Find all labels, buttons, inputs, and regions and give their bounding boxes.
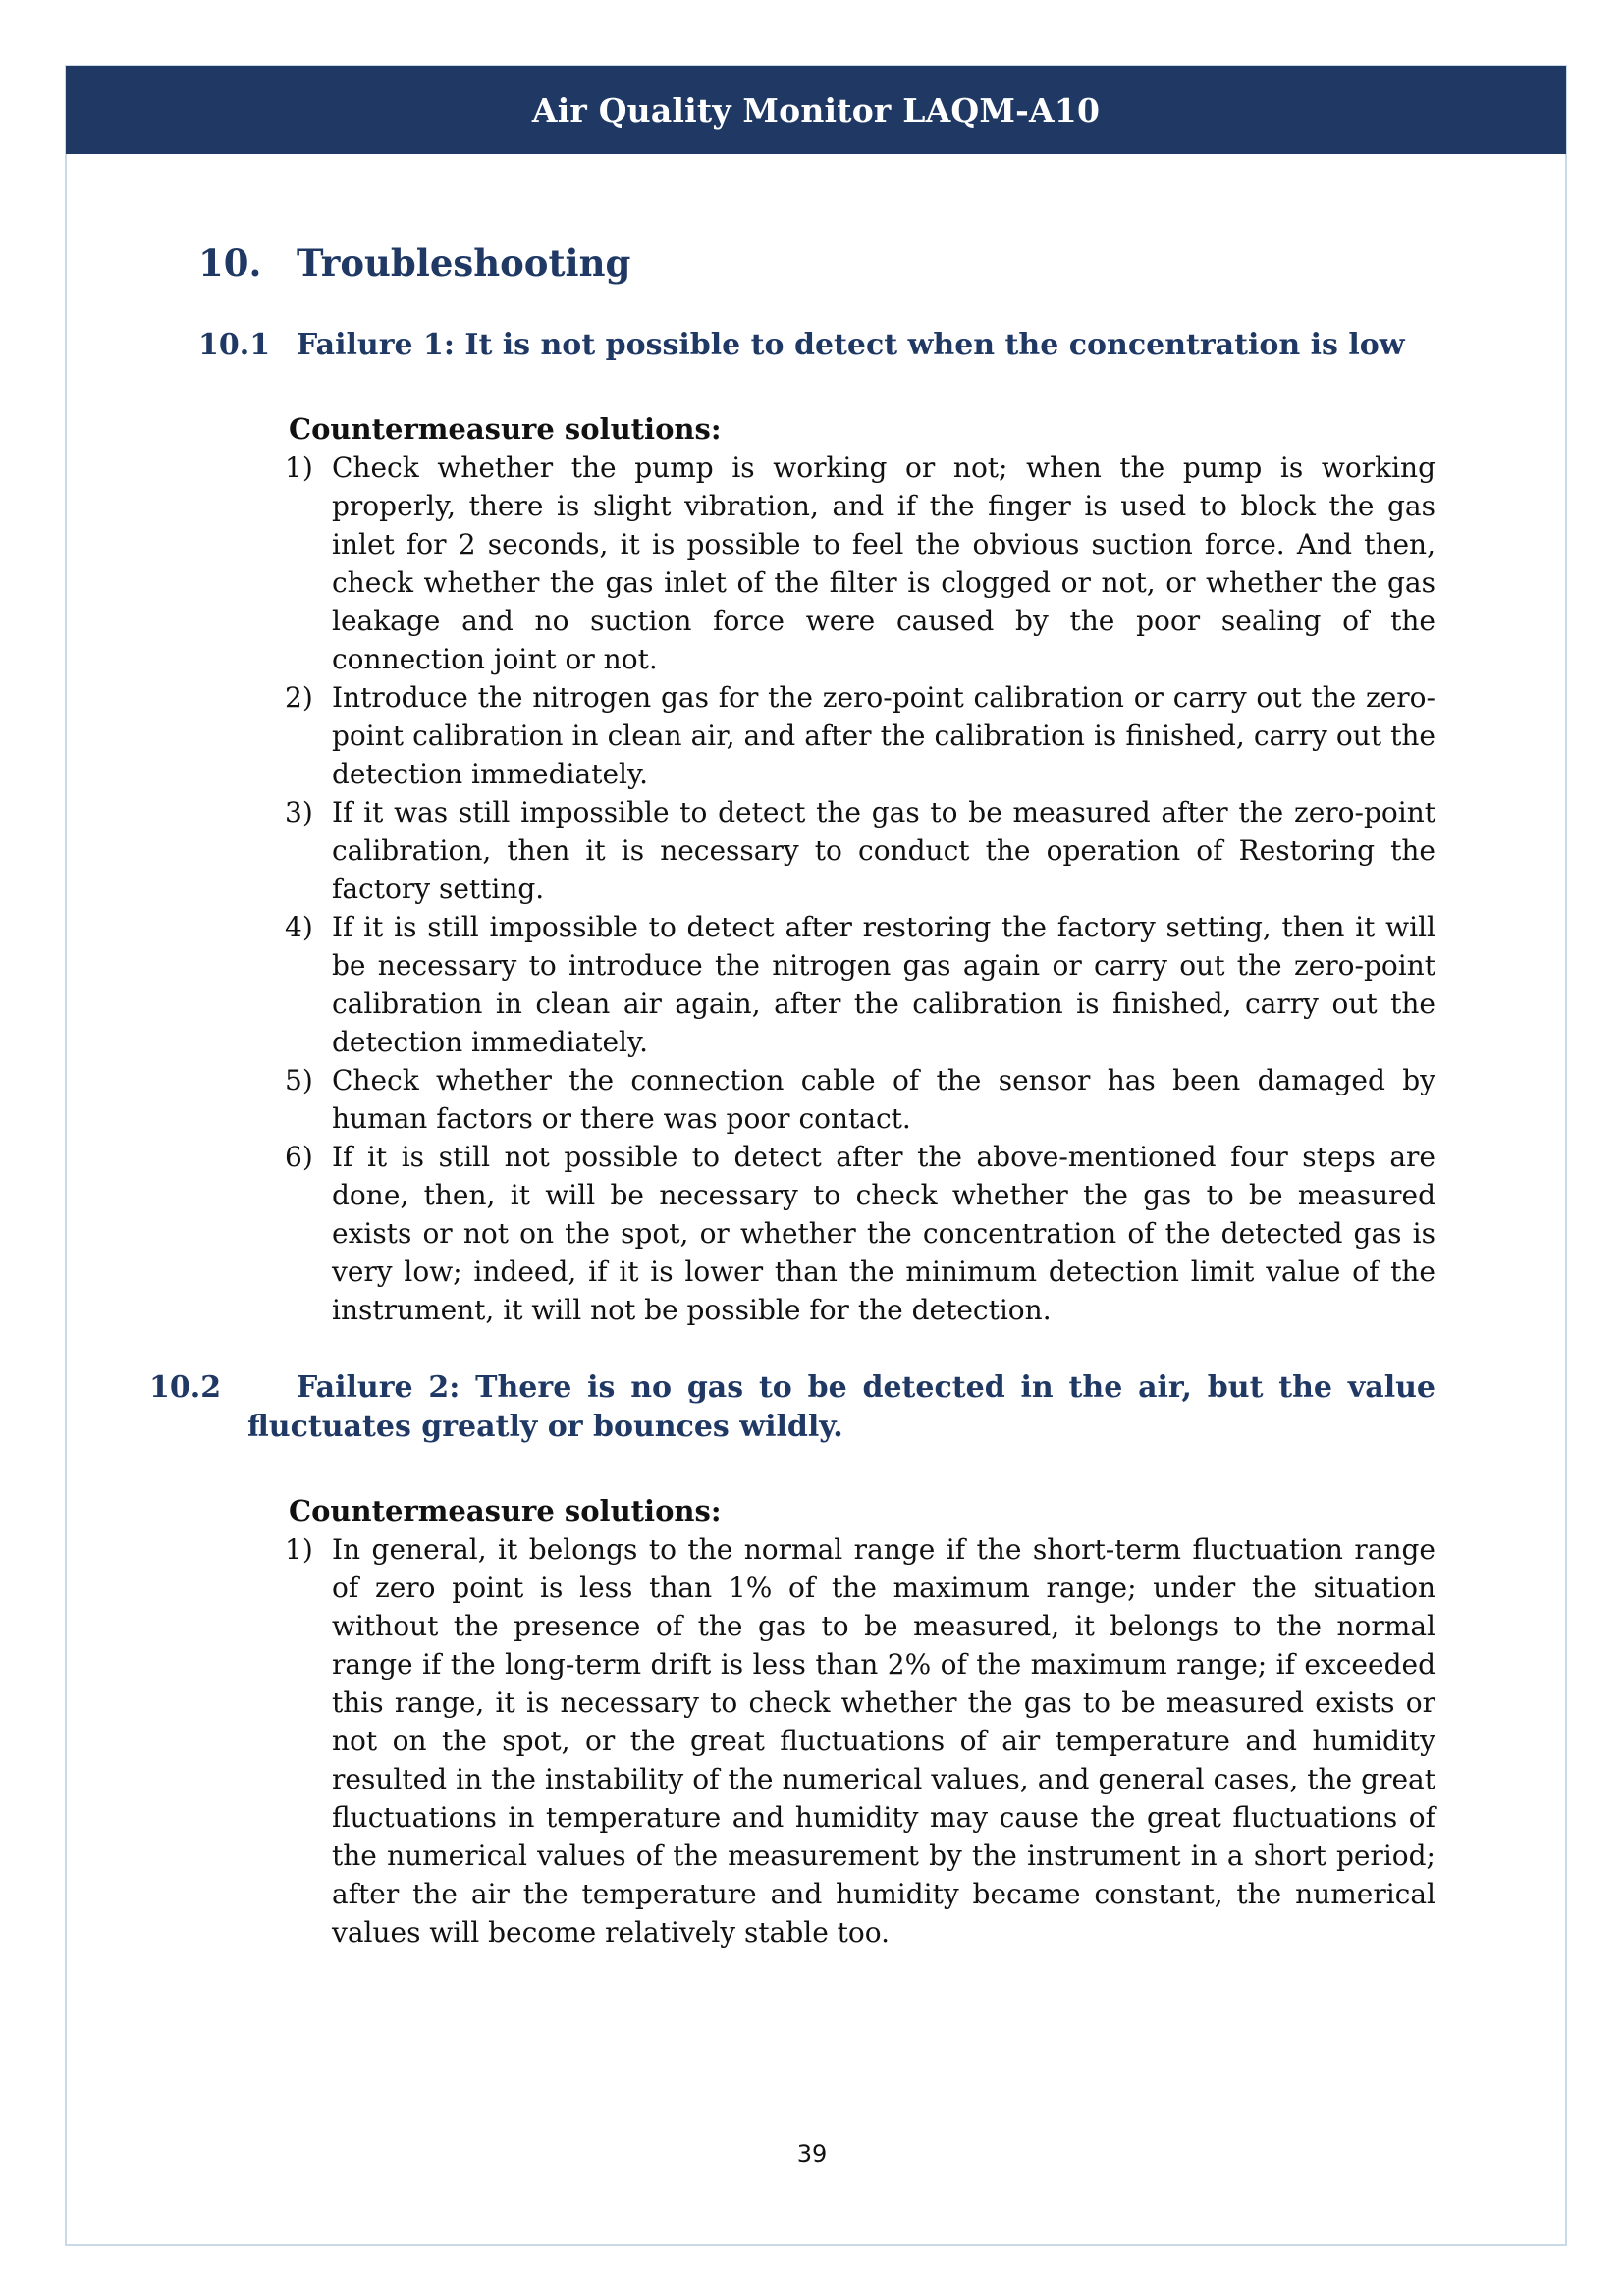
list-item bbox=[285, 908, 1435, 1061]
list-item-text: Introduce the nitrogen gas for the zero-point calibration or carry out the zero-point calibration in clean air, and after the calibration is finished, carry out the detection immediately. bbox=[332, 681, 1435, 790]
list-item bbox=[285, 1061, 1435, 1138]
list-item-text: If it was still impossible to detect the gas to be measured after the zero-point calibration, then it is necessary to conduct the operation of Restoring the factory setting. bbox=[332, 796, 1435, 905]
list-marker: 1) bbox=[285, 1533, 313, 1566]
list-item bbox=[285, 449, 1435, 678]
page-number: 39 bbox=[796, 2140, 828, 2167]
list-marker: 3) bbox=[285, 796, 313, 828]
failure-1-solutions-heading: Countermeasure solutions: bbox=[289, 412, 722, 446]
section-number: 10. bbox=[198, 241, 262, 285]
failure-2-title: Failure 2: There is no gas to be detected in the air, but the value fluctuates greatly or bounces wildly. bbox=[247, 1370, 1435, 1444]
list-item-text: If it is still impossible to detect after restoring the factory setting, then it will be necessary to introduce the nitrogen gas again or carry out the zero-point calibration in clean air again, after the calibration is finished, carry out the detection immediately. bbox=[332, 911, 1435, 1058]
section-title: Troubleshooting bbox=[297, 241, 631, 285]
list-item bbox=[285, 793, 1435, 908]
list-marker: 5) bbox=[285, 1064, 313, 1096]
failure-1-solutions-list bbox=[198, 449, 1435, 1329]
document-header bbox=[66, 66, 1566, 154]
list-item bbox=[285, 1530, 1435, 1951]
list-item-text: If it is still not possible to detect after the above-mentioned four steps are done, then, it will be necessary to check whether the gas to be measured exists or not on the spot, or whether the concentration of the detected gas is very low; indeed, if it is lower than the minimum detection limit value of the instrument, it will not be possible for the detection. bbox=[332, 1141, 1435, 1326]
list-item-text: In general, it belongs to the normal range if the short-term fluctuation range of zero point is less than 1% of the maximum range; under the situation without the presence of the gas to be measured, it belongs to the normal range if the long-term drift is less than 2% of the maximum range; if exceeded this range, it is necessary to check whether the gas to be measured exists or not on the spot, or the great fluctuations of air temperature and humidity resulted in the instability of the numerical values, and general cases, the great fluctuations in temperature and humidity may cause the great fluctuations of the numerical values of the measurement by the instrument in a short period; after the air the temperature and humidity became constant, the numerical values will become relatively stable too. bbox=[332, 1533, 1435, 1949]
failure-2-number: 10.2 bbox=[149, 1370, 222, 1405]
list-marker: 2) bbox=[285, 681, 313, 714]
header-title: Air Quality Monitor LAQM-A10 bbox=[531, 90, 1101, 130]
list-marker: 4) bbox=[285, 911, 313, 943]
failure-2-solutions-list bbox=[198, 1530, 1435, 1951]
failure-1-number: 10.1 bbox=[198, 328, 271, 362]
failure-2-heading bbox=[149, 1368, 1435, 1447]
failure-1-heading bbox=[198, 326, 1435, 365]
list-marker: 1) bbox=[285, 452, 313, 484]
list-item-text: Check whether the pump is working or not; when the pump is working properly, there is slight vibration, and if the finger is used to block the gas inlet for 2 seconds, it is possible to feel the obvious suction force. And then, check whether the gas inlet of the filter is clogged or not, or whether the gas leakage and no suction force were caused by the poor sealing of the connection joint or not. bbox=[332, 452, 1435, 675]
failure-1-title: Failure 1: It is not possible to detect when the concentration is low bbox=[297, 328, 1405, 362]
section-heading bbox=[198, 236, 1435, 291]
list-item bbox=[285, 678, 1435, 793]
list-item-text: Check whether the connection cable of the sensor has been damaged by human factors or there was poor contact. bbox=[332, 1064, 1435, 1135]
list-item bbox=[285, 1138, 1435, 1329]
failure-2-solutions-heading: Countermeasure solutions: bbox=[289, 1494, 722, 1527]
list-marker: 6) bbox=[285, 1141, 313, 1173]
page-content bbox=[149, 236, 1435, 1951]
